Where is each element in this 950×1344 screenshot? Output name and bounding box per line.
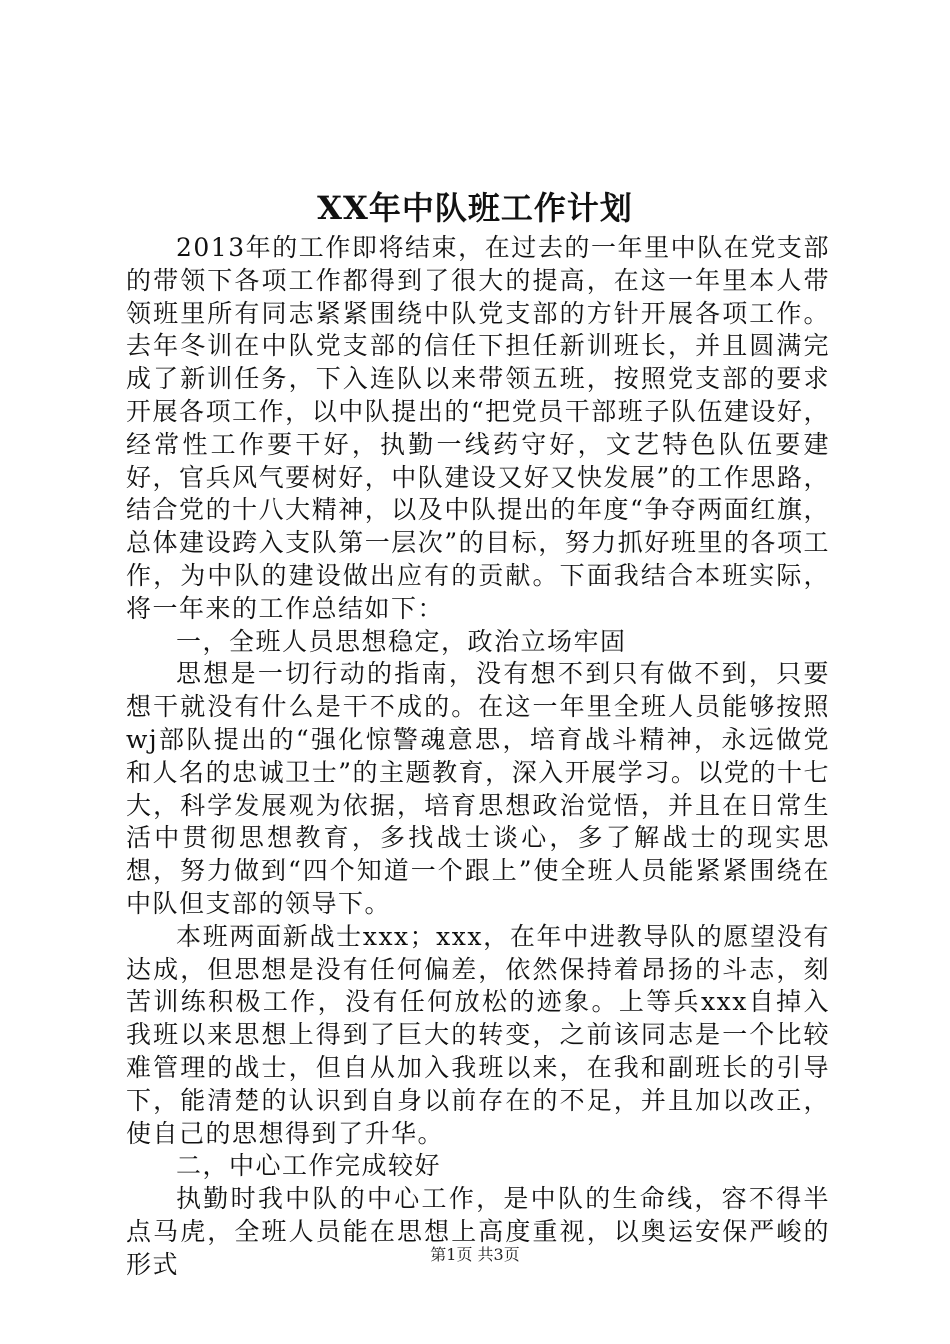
paragraph-soldiers: 本班两面新战士xxx；xxx，在年中进教导队的愿望没有达成，但思想是没有任何偏差，依然保持着昂扬的斗志，刻苦训练积极工作，没有任何放松的迹象。上等兵xxx自掉入我班以来思想上得到了巨大的转变，之前该同志是一个比较难管理的战士，但自从加入我班以来，在我和副班长的引导下，能清楚的认识到自身以前存在的不足，并且加以改正，使自己的思想得到了升华。: [126, 921, 830, 1148]
document-body: [126, 232, 830, 1282]
document-title: XX年中队班工作计划: [317, 189, 633, 227]
section-heading-1: 一，全班人员思想稳定，政治立场牢固: [176, 626, 627, 656]
section-heading-2: 二，中心工作完成较好: [176, 1151, 442, 1181]
paragraph-intro: 2013年的工作即将结束，在过去的一年里中队在党支部的带领下各项工作都得到了很大的提高，在这一年里本人带领班里所有同志紧紧围绕中队党支部的方针开展各项工作。去年冬训在中队党支部的信任下担任新训班长，并且圆满完成了新训任务，下入连队以来带领五班，按照党支部的要求开展各项工作，以中队提出的“把党员干部班子队伍建设好，经常性工作要干好，执勤一线药守好，文艺特色队伍要建好，官兵风气要树好，中队建设又好又快发展”的工作思路，结合党的十八大精神，以及中队提出的年度“争夺两面红旗，总体建设跨入支队第一层次”的目标，努力抓好班里的各项工作，为中队的建设做出应有的贡献。下面我结合本班实际，将一年来的工作总结如下：: [126, 233, 830, 623]
page-footer: 第1页 共3页: [430, 1245, 520, 1264]
paragraph-duty: 执勤时我中队的中心工作，是中队的生命线，容不得半点马虎，全班人员能在思想上高度重视，以奥运安保严峻的形式: [126, 1184, 830, 1279]
paragraph-thought: 思想是一切行动的指南，没有想不到只有做不到，只要想干就没有什么是干不成的。在这一年里全班人员能够按照wj部队提出的“强化惊警魂意思，培育战斗精神，永远做党和人名的忠诚卫士”的主题教育，深入开展学习。以党的十七大，科学发展观为依据，培育思想政治觉悟，并且在日常生活中贯彻思想教育，多找战士谈心，多了解战士的现实思想，努力做到“四个知道一个跟上”使全班人员能紧紧围绕在中队但支部的领导下。: [126, 659, 830, 918]
